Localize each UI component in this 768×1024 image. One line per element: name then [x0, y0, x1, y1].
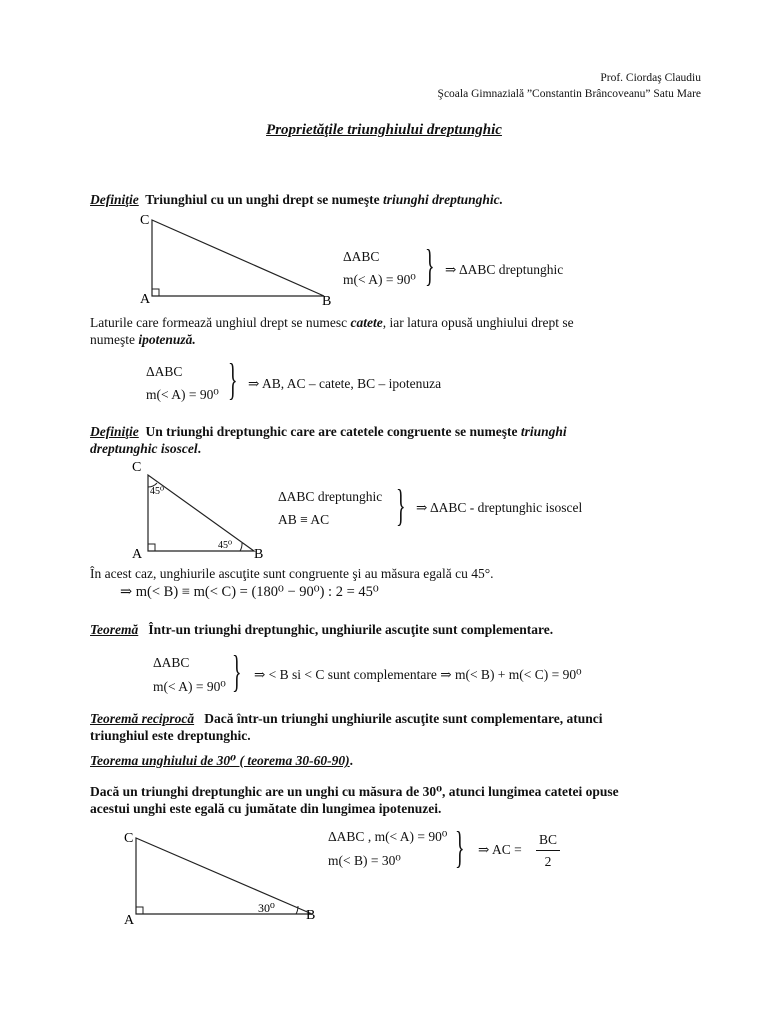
- fraction-numerator: BC: [538, 832, 557, 847]
- brace-3: }: [396, 481, 406, 530]
- angle-c-label: 45⁰: [150, 486, 165, 497]
- brace-1: }: [425, 241, 435, 290]
- formula-2-result: ⇒ AB, AC – catete, BC – ipotenuza: [248, 376, 442, 391]
- thirty-sixty-ninety-triangle-figure: [120, 826, 330, 934]
- formula-6-line-1: ΔABC , m(< A) = 90⁰: [328, 829, 448, 844]
- formula-3-line-1: ΔABC dreptunghic: [278, 489, 383, 504]
- fraction-bar: [536, 850, 560, 851]
- header-author: Prof. Ciordaş Claudiu: [600, 72, 701, 84]
- theorem-30-line-2: acestui unghi este egală cu jumătate din lungimea ipotenuzei.: [90, 801, 442, 816]
- term-catete: catete: [350, 315, 383, 330]
- formula-1-line-1: ΔABC: [343, 249, 380, 264]
- definition-text: Triunghiul cu un unghi drept se numeşte: [145, 192, 380, 207]
- definition-2-line-1: Definiţie Un triunghi dreptunghic care are catetele congruente se numeşte triunghi: [90, 424, 567, 439]
- right-triangle-figure: [136, 210, 336, 310]
- vertex-c: C: [140, 213, 150, 228]
- theorem-30-line-1: Dacă un triunghi dreptunghic are un unghi cu măsura de 30⁰, atunci lungimea catetei opuse: [90, 784, 619, 799]
- formula-3-line-2: AB ≡ AC: [278, 512, 330, 527]
- definition-2-label: Definiţie: [90, 424, 139, 439]
- angle-b-label: 45⁰: [218, 540, 233, 551]
- formula-1-result: ⇒ ΔABC dreptunghic: [445, 262, 564, 277]
- isosceles-triangle-figure: [130, 457, 270, 565]
- reciprocal-theorem-label: Teoremă reciprocă: [90, 711, 195, 726]
- angle-b-label: 30⁰: [258, 901, 275, 915]
- formula-6-line-2: m(< B) = 30⁰: [328, 853, 401, 868]
- vertex-b: B: [254, 547, 264, 562]
- brace-6: }: [455, 823, 465, 872]
- formula-3-derivation: ⇒ m(< B) ≡ m(< C) = (180⁰ − 90⁰) : 2 = 45⁰: [120, 584, 379, 600]
- formula-2-line-1: ΔABC: [146, 364, 183, 379]
- formula-4-line-1: ΔABC: [153, 655, 190, 670]
- formula-1-line-2: m(< A) = 90⁰: [343, 272, 416, 287]
- legs-text-2: numeşte ipotenuză.: [90, 332, 196, 347]
- definition-term: triunghi dreptunghic.: [382, 192, 503, 207]
- brace-4: }: [232, 647, 242, 696]
- fraction-denominator: 2: [544, 854, 552, 869]
- theorem-label: Teoremă: [90, 622, 139, 637]
- definition-1: [90, 192, 503, 208]
- vertex-c: C: [132, 460, 142, 475]
- formula-3-result: ⇒ ΔABC - dreptunghic isoscel: [416, 500, 583, 515]
- theorem: Teoremă Într-un triunghi dreptunghic, unghiurile ascuţite sunt complementare.: [90, 622, 554, 637]
- vertex-c: C: [124, 831, 134, 846]
- vertex-a: A: [124, 913, 135, 928]
- definition-label: Definiţie: [90, 192, 139, 207]
- vertex-a: A: [140, 292, 151, 307]
- theorem-30-heading: Teorema unghiului de 30⁰ ( teorema 30-60-90).: [90, 753, 354, 768]
- formula-2-line-2: m(< A) = 90⁰: [146, 387, 219, 402]
- definition-2-line-2: dreptunghic isoscel.: [90, 441, 202, 456]
- reciprocal-theorem-line-1: Teoremă reciprocă Dacă într-un triunghi unghiurile ascuţite sunt complementare, atunci: [90, 711, 603, 726]
- vertex-b: B: [306, 908, 316, 923]
- vertex-a: A: [132, 547, 143, 562]
- header-school: Şcoala Gimnazială ”Constantin Brâncoveanu” Satu Mare: [437, 88, 701, 100]
- formula-6-result: ⇒ AC =: [478, 842, 522, 857]
- vertex-b: B: [322, 294, 332, 309]
- brace-2: }: [228, 355, 238, 404]
- formula-4-line-2: m(< A) = 90⁰: [153, 679, 226, 694]
- theorem-30-label: Teorema unghiului de 30⁰ ( teorema 30-60-90): [90, 753, 350, 768]
- page-title: Proprietăţile triunghiului dreptunghic: [266, 122, 502, 138]
- legs-text-1: Laturile care formează unghiul drept se numesc catete, iar latura opusă unghiului drept se: [90, 315, 574, 330]
- term-ipotenuza: ipotenuză.: [138, 332, 196, 347]
- formula-4-result: ⇒ < B si < C sunt complementare ⇒ m(< B) + m(< C) = 90⁰: [254, 667, 582, 682]
- isosceles-note: În acest caz, unghiurile ascuţite sunt congruente şi au măsura egală cu 45°.: [90, 566, 494, 581]
- reciprocal-theorem-line-2: triunghiul este dreptunghic.: [90, 728, 251, 743]
